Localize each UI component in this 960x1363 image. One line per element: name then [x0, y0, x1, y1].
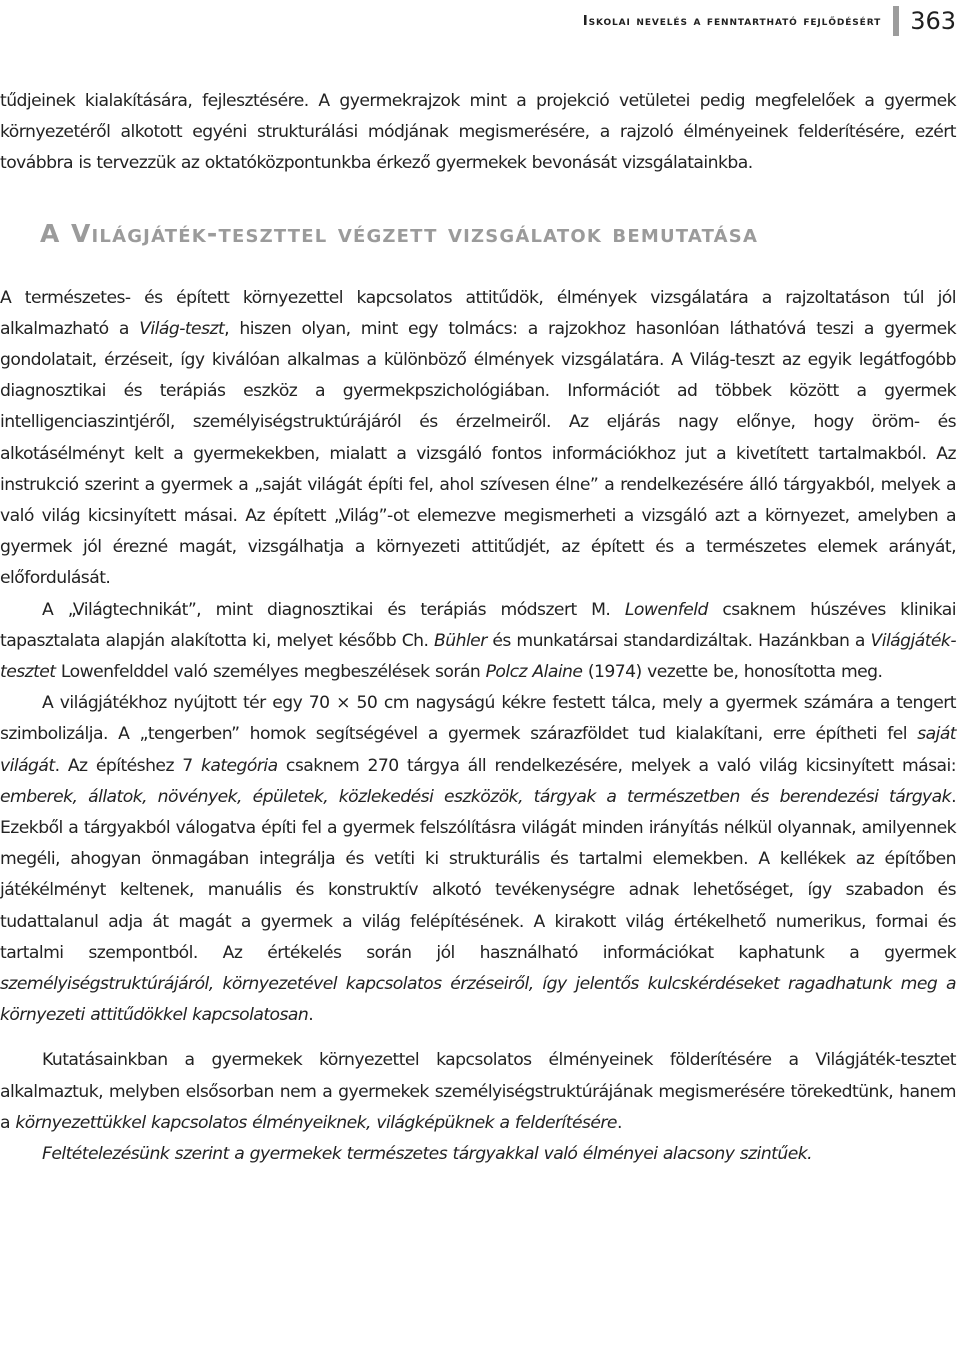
paragraph-3-text-c: . Az építéshez 7: [54, 755, 201, 776]
paragraph-4-text-c: .: [616, 1112, 622, 1133]
body-text: [0, 86, 956, 1170]
paragraph-3-text-i: .: [308, 1005, 314, 1026]
running-title: Iskolai nevelés a fenntartható fejlődésért: [582, 13, 882, 29]
paragraph-2-italic-h: Polcz Alaine: [485, 662, 583, 683]
paragraph-3-text-e: csaknem 270 tárgya áll rendelkezésére, melyek a való világ kicsinyített másai:: [277, 755, 956, 776]
intro-paragraph: tűdjeinek kialakítására, fejlesztésére. A gyermekrajzok mint a projekció vetületei pedig megfelelőek a gyermek környezetéről alkotott egyéni strukturálási módjának megismerésére, a rajzoló élményeinek felderítésére, ezért továbbra is tervezzük az oktatóközpontunkba érkező gyermekek bevonását vizsgálatainkba.: [0, 91, 956, 174]
paragraph-3-italic-b: saját világát: [0, 724, 956, 776]
paragraph-2-text-i: (1974) vezette be, honosította meg.: [582, 662, 883, 683]
paragraph-3: [0, 688, 956, 1031]
paragraph-2-text-a: A „Világtechnikát”, mint diagnosztikai és terápiás módszert M.: [42, 599, 625, 620]
paragraph-1-text-a: A természetes- és épített környezettel kapcsolatos attitűdök, élmények vizsgálatára a rajzoltatáson túl jól alkalmazható a: [0, 287, 956, 339]
paragraph-5: [0, 1139, 956, 1170]
paragraph-1: [0, 283, 956, 595]
paragraph-2-text-g: Lowenfelddel való személyes megbeszélések során: [55, 662, 486, 683]
paragraph-5-italic-a: Feltételezésünk szerint a gyermekek természetes tárgyakkal való élményei alacsony szintűek.: [42, 1144, 813, 1165]
paragraph-4: [0, 1045, 956, 1139]
paragraph-2: [0, 595, 956, 689]
paragraph-4-italic-b: környezettükkel kapcsolatos élményeiknek, világképüknek a felderítésére: [15, 1112, 617, 1133]
paragraph-2-italic-b: Lowenfeld: [624, 599, 708, 620]
section-heading: A Világjáték-teszttel végzett vizsgálatok bemutatása: [40, 218, 759, 248]
page-number: 363: [910, 7, 956, 35]
paragraph-1-italic-b: Világ-teszt: [139, 318, 225, 339]
paragraph-3-italic-h: személyiségstruktúrájáról, környezetével kapcsolatos érzéseiről, így jelentős kulcskérdéseket ragadhatunk meg a környezeti attitűdökkel kapcsolatosan: [0, 974, 956, 1026]
paragraph-2-text-e: és munkatársai standardizáltak. Hazánkban a: [486, 630, 871, 651]
paragraph-2-italic-f: Világjáték-tesztet: [0, 630, 956, 683]
paragraph-2-text-c: csaknem húszéves klinikai tapasztalata alapján alakította ki, melyet később Ch.: [0, 599, 956, 651]
paragraph-4-text-a: Kutatásainkban a gyermekek környezettel kapcsolatos élményeinek földerítésére a Világjáték-tesztet alkalmaztuk, melyben elsősorban nem a gyermekek személyiségstruktúrájának megismerésére törekedtünk, hanem a: [0, 1050, 956, 1133]
paragraph-2-italic-d: Bühler: [434, 630, 487, 651]
paragraph-1-text-c: , hiszen olyan, mint egy tolmács: a rajzokhoz hasonlóan láthatóvá teszi a gyermek gondolatait, érzéseit, így kiválóan alkalmas a különböző élmények vizsgálatára. A Világ-teszt az egyik legátfogóbb diagnosztikai és terápiás eszköz a gyermekpszichológiában. Információt ad többek között a gyermek intelligenciaszintjéről, személyiségstruktúrájáról és érzelmeiről. Az eljárás nagy előnye, hogy öröm- és alkotásélményt kelt a gyermekekben, mialatt a vizsgáló fontos információkhoz jut a kivetített tartalmakból. Az instrukció szerint a gyermek a „saját világát építi fel, ahol szívesen élne” a rendelkezésére álló tárgyakból, melyek a való világ kicsinyített másai. Az épített „Világ”-ot elemezve megismerheti a vizsgáló azt a környezet, amelyben a gyermek jól érezné magát, vizsgálhatja a környezeti attitűdjét, az épített és a természetes elemek arányát, előfordulását.: [0, 318, 956, 589]
running-header: [583, 6, 956, 36]
paragraph-3-text-a: A világjátékhoz nyújtott tér egy 70 × 50 cm nagyságú kékre festett tálca, mely a gyermek számára a tengert szimbolizálja. A „tengerben” homok segítségével a gyermek szárazföldet tud kialakítani, erre építheti fel: [0, 693, 956, 745]
paragraph-3-text-g: . Ezekből a tárgyakból válogatva építi fel a gyermek felszólításra világát minden irányítás nélkül olyannak, amilyennek megéli, ahogyan önmagában integrálja és vetíti ki strukturális és tartalmi elemekben. A kellékek az építőben játékélményt keltenek, manuális és konstruktív alkotó tevékenységre adnak lehetőséget, így szabadon és tudattalanul adja át magát a gyermek a világ felépítésének. A kirakott világ értékelhető numerikus, formai és tartalmi szempontból. Az értékelés során jól használható információkat kaphatunk a gyermek: [0, 786, 956, 963]
paragraph-3-italic-d: kategória: [200, 755, 278, 776]
paragraph-3-italic-f: emberek, állatok, növények, épületek, közlekedési eszközök, tárgyak a természetben és berendezési tárgyak: [0, 786, 952, 807]
